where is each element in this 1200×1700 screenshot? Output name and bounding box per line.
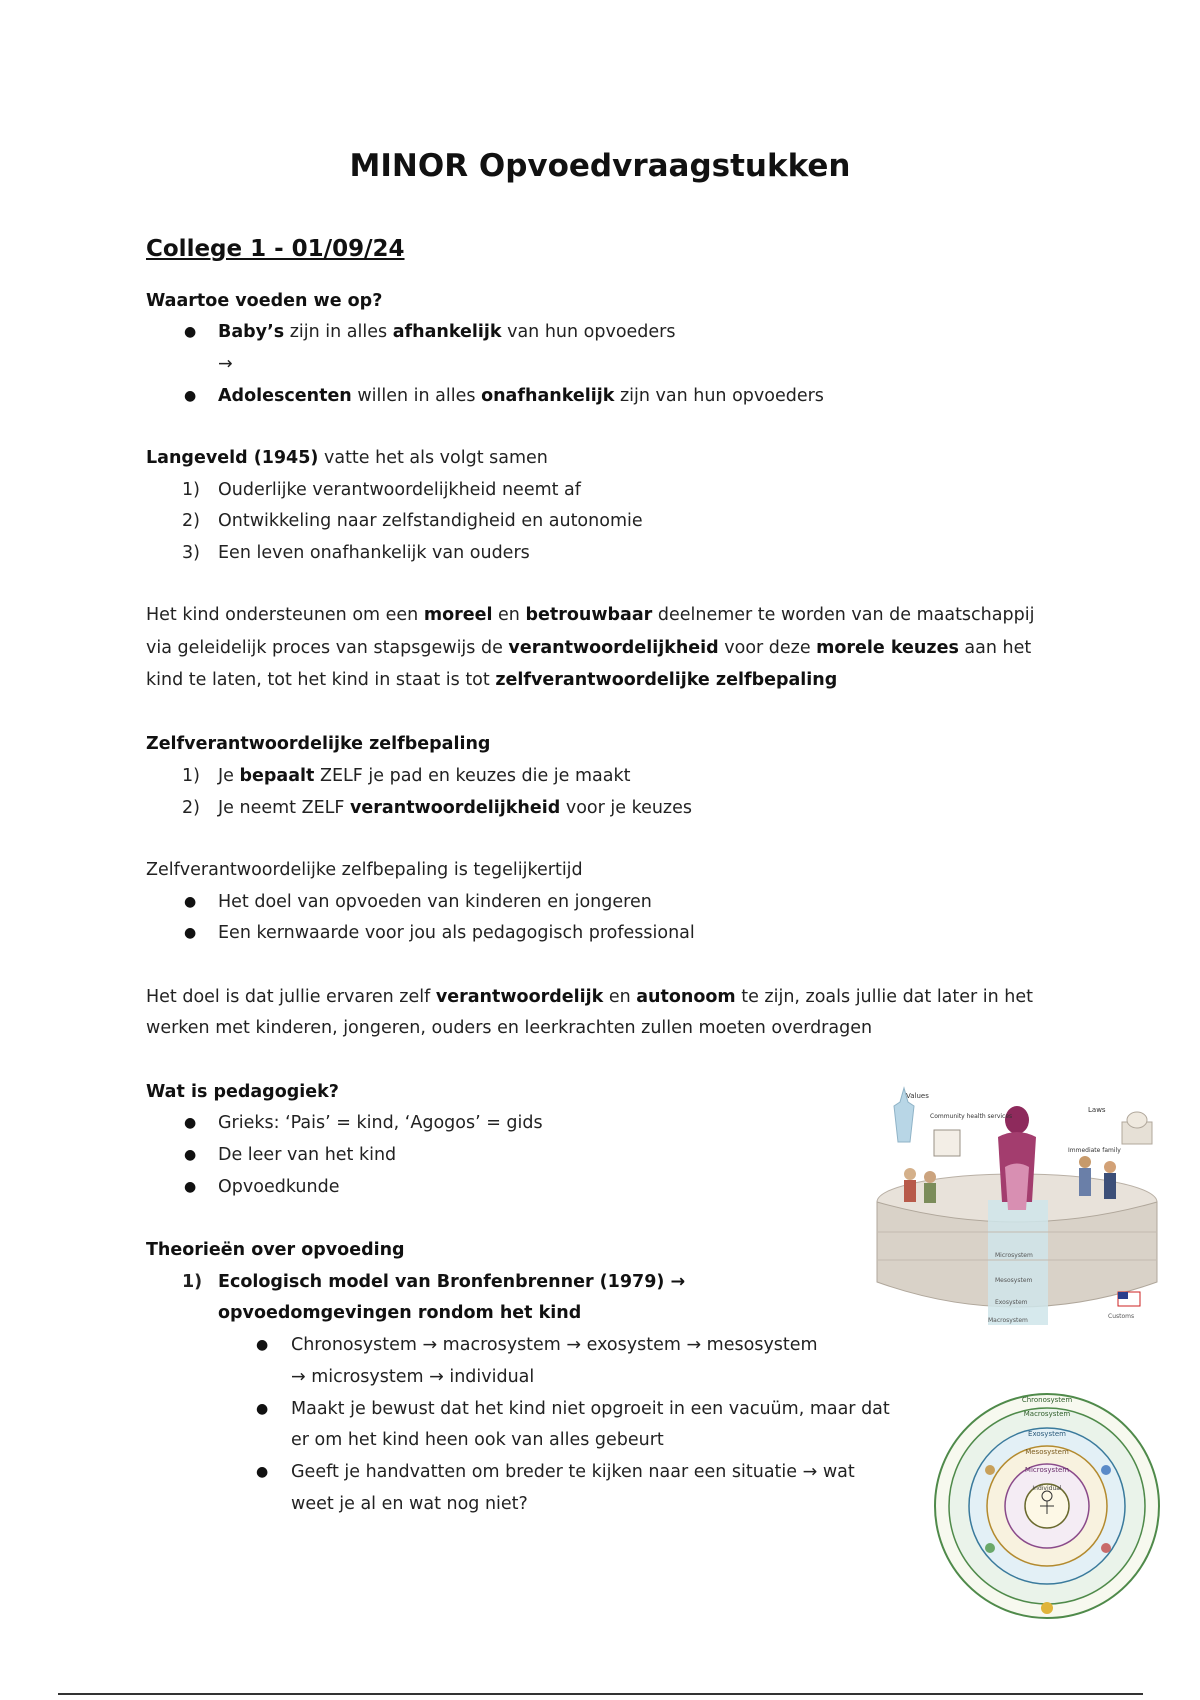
bullet-marker: ● — [184, 894, 197, 910]
group-person-icon — [904, 1180, 916, 1202]
list-item: Je neemt ZELF verantwoordelijkheid voor je keuzes — [218, 798, 693, 818]
sub-list-item: Chronosystem → macrosystem → exosystem → mesosystem — [291, 1335, 818, 1355]
sun-icon — [1041, 1602, 1053, 1614]
fig1-label-family: Immediate family — [1068, 1147, 1121, 1154]
paragraph-line: Zelfverantwoordelijke zelfbepaling is tegelijkertijd — [146, 860, 583, 880]
fig2-label-macro: Macrosystem — [1023, 1410, 1071, 1418]
list-item: Opvoedkunde — [218, 1177, 340, 1197]
bronfenbrenner-illustration — [870, 1082, 1165, 1337]
list-number: 2) — [182, 511, 200, 531]
paragraph-line: kind te laten, tot het kind in staat is tot zelfverantwoordelijke zelfbepaling — [146, 670, 838, 690]
list-item: Het doel van opvoeden van kinderen en jongeren — [218, 892, 652, 912]
list-number: 2) — [182, 798, 200, 818]
arrow-glyph: → — [218, 354, 233, 374]
us-flag-canton — [1118, 1292, 1128, 1299]
person-head — [1005, 1106, 1029, 1134]
group-person-icon — [924, 1171, 936, 1183]
fig1-label-customs: Customs — [1108, 1313, 1135, 1320]
list-item: De leer van het kind — [218, 1145, 397, 1165]
small-icon — [985, 1543, 995, 1553]
sub-list-item-cont: weet je al en wat nog niet? — [291, 1494, 528, 1514]
section-heading-pedagogiek: Wat is pedagogiek? — [146, 1082, 339, 1102]
list-item-babys: Baby’s zijn in alles afhankelijk van hun opvoeders — [218, 322, 676, 342]
list-item: Een kernwaarde voor jou als pedagogisch professional — [218, 923, 695, 943]
sub-list-item-cont: er om het kind heen ook van alles gebeurt — [291, 1430, 664, 1450]
small-icon — [1101, 1465, 1111, 1475]
section-heading-langeveld: Langeveld (1945) vatte het als volgt samen — [146, 448, 548, 468]
page-bottom-rule — [58, 1693, 1143, 1695]
section-heading-zelfbepaling: Zelfverantwoordelijke zelfbepaling — [146, 734, 491, 754]
bullet-marker: ● — [256, 1337, 269, 1353]
bullet-marker: ● — [184, 1179, 197, 1195]
small-icon — [1101, 1543, 1111, 1553]
list-item: Je bepaalt ZELF je pad en keuzes die je maakt — [218, 766, 631, 786]
fig1-label-exo: Exosystem — [995, 1299, 1028, 1306]
sub-list-item-cont: → microsystem → individual — [291, 1367, 535, 1387]
bullet-marker: ● — [184, 925, 197, 941]
fig2-label-micro: Microsystem — [1024, 1466, 1070, 1474]
fig2-label-exo: Exosystem — [1028, 1430, 1066, 1438]
fig2-label-meso: Mesosystem — [1025, 1448, 1069, 1456]
concentric-systems-diagram — [930, 1388, 1165, 1628]
bullet-marker: ● — [256, 1401, 269, 1417]
bullet-marker: ● — [184, 1147, 197, 1163]
college-heading: College 1 - 01/09/24 — [146, 236, 405, 262]
list-number: 1) — [182, 766, 200, 786]
list-number: 1) — [182, 1272, 203, 1292]
group-person-icon — [904, 1168, 916, 1180]
section-heading-theorieen: Theorieën over opvoeding — [146, 1240, 405, 1260]
list-item-bronfenbrenner-cont: opvoedomgevingen rondom het kind — [218, 1303, 582, 1323]
section-heading-waartoe: Waartoe voeden we op? — [146, 291, 383, 311]
list-number: 3) — [182, 543, 200, 563]
fig1-label-macro: Macrosystem — [988, 1317, 1028, 1324]
bullet-marker: ● — [184, 324, 197, 340]
fig1-label-laws: Laws — [1088, 1106, 1106, 1114]
list-item: Grieks: ‘Pais’ = kind, ‘Agogos’ = gids — [218, 1113, 543, 1133]
sub-list-item: Geeft je handvatten om breder te kijken naar een situatie → wat — [291, 1462, 855, 1482]
paragraph-line: Het doel is dat jullie ervaren zelf verantwoordelijk en autonoom te zijn, zoals jullie dat later in het — [146, 987, 1034, 1007]
cylinder-core — [988, 1200, 1048, 1325]
portrait-frame-icon — [934, 1130, 960, 1156]
fig2-label-chrono: Chronosystem — [1021, 1396, 1073, 1404]
family-person-icon — [1104, 1173, 1116, 1199]
paragraph-line: Het kind ondersteunen om een moreel en betrouwbaar deelnemer te worden van de maatschappij — [146, 605, 1035, 625]
fig1-label-values: Values — [906, 1092, 929, 1100]
list-number: 1) — [182, 480, 200, 500]
fig1-label-micro: Microsystem — [995, 1252, 1033, 1259]
list-item-bronfenbrenner: Ecologisch model van Bronfenbrenner (1979) → — [218, 1272, 686, 1292]
group-person-icon — [924, 1183, 936, 1203]
fig1-label-community: Community health services — [930, 1113, 1013, 1120]
person-inner — [1005, 1164, 1029, 1211]
list-item: Ouderlijke verantwoordelijkheid neemt af — [218, 480, 581, 500]
capitol-dome-icon — [1127, 1112, 1147, 1128]
fig2-label-ind: Individual — [1032, 1485, 1062, 1492]
paragraph-line: werken met kinderen, jongeren, ouders en leerkrachten zullen moeten overdragen — [146, 1018, 873, 1038]
family-person-icon — [1079, 1168, 1091, 1196]
bullet-marker: ● — [184, 388, 197, 404]
bullet-marker: ● — [256, 1464, 269, 1480]
page-title: MINOR Opvoedvraagstukken — [349, 148, 851, 184]
list-item: Een leven onafhankelijk van ouders — [218, 543, 530, 563]
fig1-label-meso: Mesosystem — [995, 1277, 1033, 1284]
small-icon — [985, 1465, 995, 1475]
list-item-adolescenten: Adolescenten willen in alles onafhankelijk zijn van hun opvoeders — [218, 386, 824, 406]
sub-list-item: Maakt je bewust dat het kind niet opgroeit in een vacuüm, maar dat — [291, 1399, 890, 1419]
list-item: Ontwikkeling naar zelfstandigheid en autonomie — [218, 511, 643, 531]
family-person-icon — [1104, 1161, 1116, 1173]
bullet-marker: ● — [184, 1115, 197, 1131]
paragraph-line: via geleidelijk proces van stapsgewijs de verantwoordelijkheid voor deze morele keuzes aan het — [146, 638, 1032, 658]
family-person-icon — [1079, 1156, 1091, 1168]
